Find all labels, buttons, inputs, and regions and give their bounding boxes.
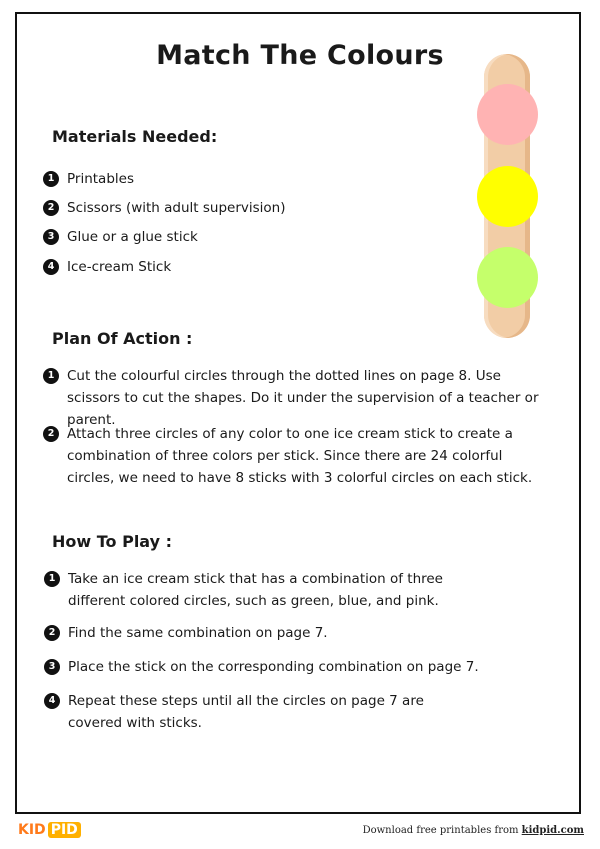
howto-item xyxy=(44,622,544,644)
kidpid-logo xyxy=(18,822,81,838)
howto-item xyxy=(44,568,444,612)
number-badge: 1 xyxy=(43,368,59,384)
number-badge: 2 xyxy=(44,625,60,641)
plan-heading: Plan Of Action : xyxy=(52,329,193,348)
howto-item xyxy=(44,690,434,734)
number-badge: 3 xyxy=(44,659,60,675)
green-circle xyxy=(477,247,538,308)
number-badge: 1 xyxy=(44,571,60,587)
footer-download-text xyxy=(363,825,584,836)
materials-item xyxy=(43,197,463,219)
materials-item xyxy=(43,226,463,248)
number-badge: 4 xyxy=(44,693,60,709)
item-text: Cut the colourful circles through the dotted lines on page 8. Use scissors to cut the shapes. Do it under the supervision of a teacher or parent. xyxy=(67,368,539,428)
item-text: Place the stick on the corresponding combination on page 7. xyxy=(68,659,479,675)
materials-item xyxy=(43,168,463,190)
number-badge: 2 xyxy=(43,426,59,442)
item-text: Scissors (with adult supervision) xyxy=(67,200,286,216)
number-badge: 4 xyxy=(43,259,59,275)
materials-heading: Materials Needed: xyxy=(52,127,218,146)
number-badge: 1 xyxy=(43,171,59,187)
download-label: Download free printables from xyxy=(362,825,522,836)
item-text: Ice-cream Stick xyxy=(67,259,172,275)
item-text: Take an ice cream stick that has a combination of three different colored circles, such as green, blue, and pink. xyxy=(68,571,443,609)
item-text: Attach three circles of any color to one ice cream stick to create a combination of three colors per stick. Since there are 24 colorful circles, we need to have 8 sticks with 3 colorful circles on each stick. xyxy=(67,426,533,486)
materials-item xyxy=(43,256,463,278)
howto-heading: How To Play : xyxy=(52,532,172,551)
logo-pid-text: PID xyxy=(48,822,81,838)
item-text: Printables xyxy=(67,171,134,187)
kidpid-link[interactable]: kidpid.com xyxy=(521,825,584,836)
plan-item xyxy=(43,423,553,489)
number-badge: 2 xyxy=(43,200,59,216)
plan-item xyxy=(43,365,553,431)
howto-item xyxy=(44,656,544,678)
yellow-circle xyxy=(477,166,538,227)
number-badge: 3 xyxy=(43,229,59,245)
page-title: Match The Colours xyxy=(156,40,444,71)
pink-circle xyxy=(477,84,538,145)
logo-kid-text: KID xyxy=(18,822,46,838)
item-text: Repeat these steps until all the circles on page 7 are covered with sticks. xyxy=(68,693,424,731)
item-text: Glue or a glue stick xyxy=(67,229,198,245)
item-text: Find the same combination on page 7. xyxy=(68,625,328,641)
